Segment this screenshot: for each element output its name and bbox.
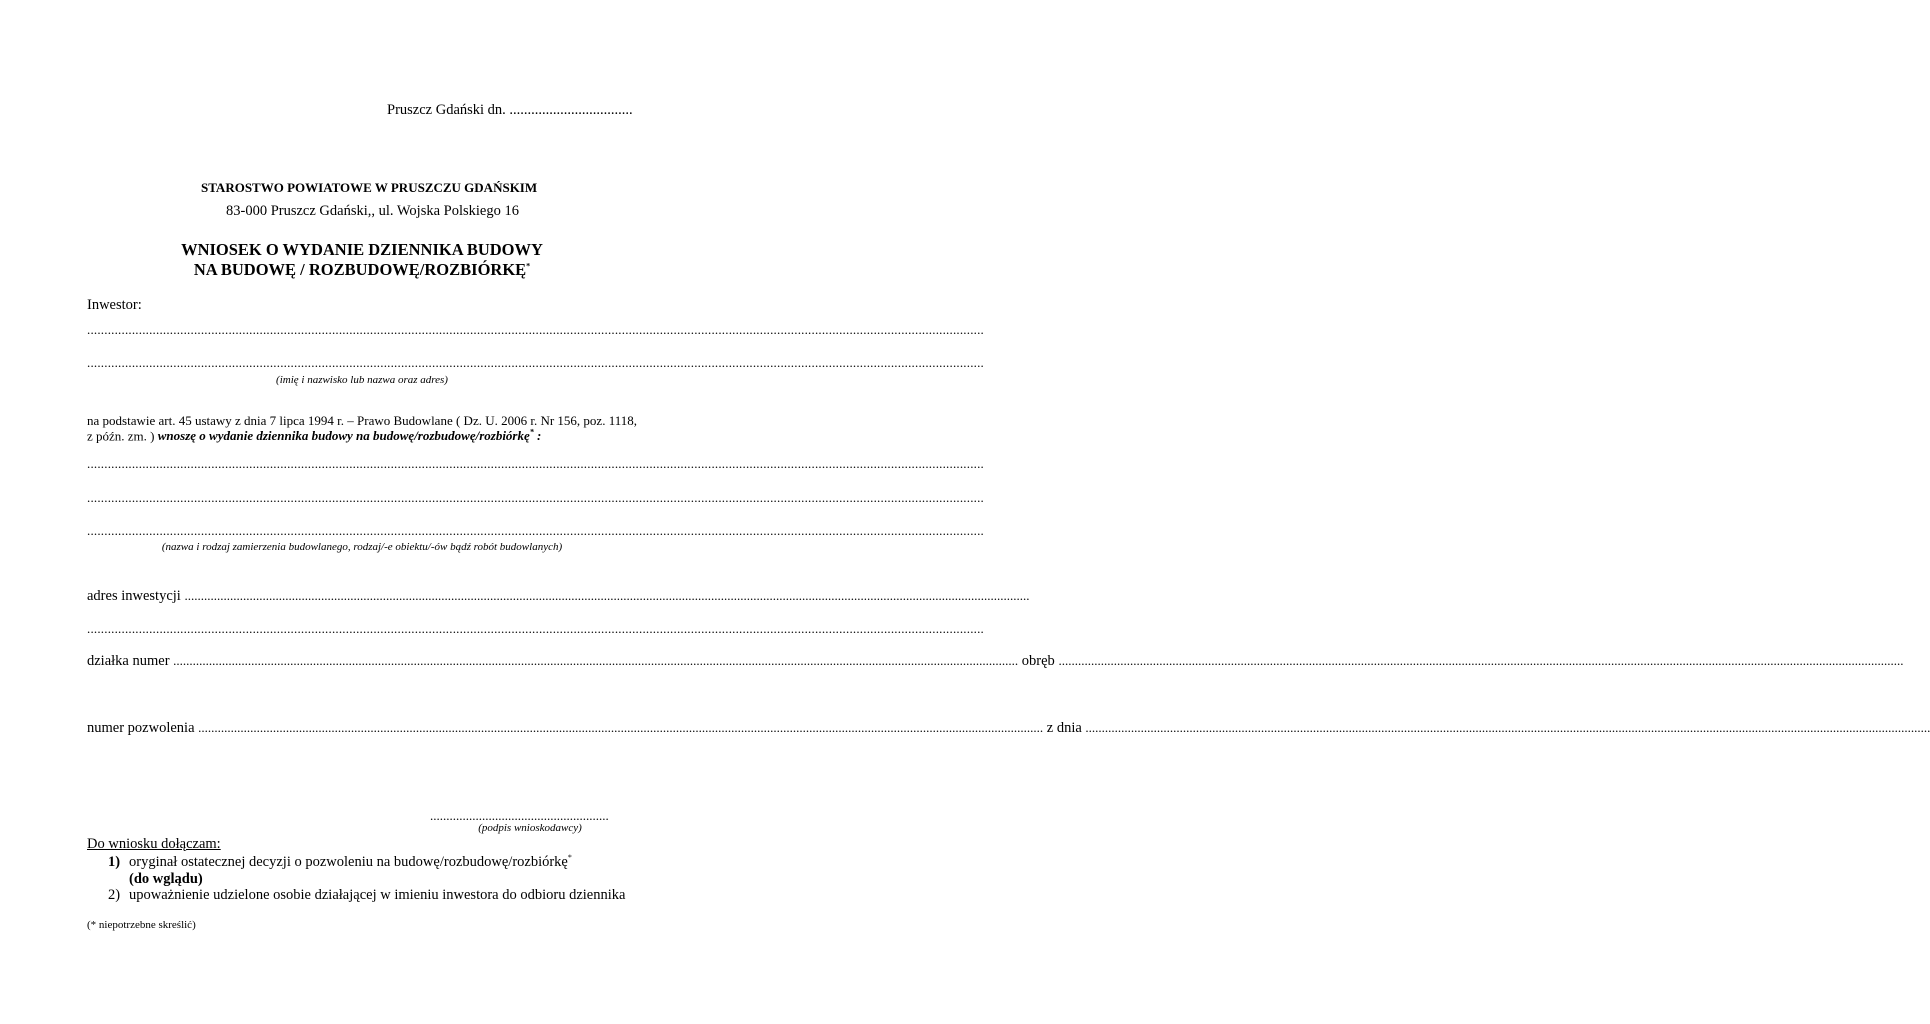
attachment-item-1-text: oryginał ostatecznej decyzji o pozwoleniu na budowę/rozbudowę/rozbiórkę (129, 853, 568, 870)
legal-prefix: z późn. zm. ) (87, 428, 155, 444)
investor-field-line-2[interactable]: .................................................................................................................................................................................................................................................................... (87, 355, 984, 370)
project-field-line-2[interactable]: .................................................................................................................................................................................................................................................................... (87, 490, 984, 505)
legal-basis-line-2 (87, 428, 541, 444)
attachments-heading: Do wniosku dołączam: (87, 836, 221, 852)
title-line-1: WNIOSEK O WYDANIE DZIENNIKA BUDOWY (181, 240, 543, 259)
attachment-item-1 (108, 853, 572, 871)
plot-row (87, 653, 1904, 670)
page-title (0, 240, 724, 280)
legal-request-text: wnoszę o wydanie dziennika budowy na budowę/rozbudowę/rozbiórkę (157, 428, 530, 444)
permit-row (87, 720, 1930, 737)
legal-basis-line-1: na podstawie art. 45 ustawy z dnia 7 lipca 1994 r. – Prawo Budowlane ( Dz. U. 2006 r. Nr 156, poz. 1118, (87, 413, 637, 428)
title-asterisk: * (526, 261, 531, 271)
title-line-2-text: NA BUDOWĘ / ROZBUDOWĘ/ROZBIÓRKĘ (193, 260, 527, 279)
signature-caption: (podpis wnioskodawcy) (478, 822, 582, 834)
attachment-item-1-number: 1) (108, 853, 121, 870)
investor-field-line-1[interactable]: .................................................................................................................................................................................................................................................................... (87, 322, 984, 337)
project-field-line-3[interactable]: .................................................................................................................................................................................................................................................................... (87, 523, 984, 538)
precinct-field[interactable]: .................................................................................................................................................................................................................................................................... (1058, 653, 1904, 668)
address-field-line-2[interactable]: .................................................................................................................................................................................................................................................................... (87, 621, 984, 636)
project-caption: (nazwa i rodzaj zamierzenia budowlanego, rodzaj/-e obiektu/-ów bądź robót budowlanych) (161, 541, 563, 553)
investor-label: Inwestor: (87, 297, 142, 313)
permit-date-label: z dnia (1046, 720, 1082, 736)
attachment-item-2-number: 2) (108, 887, 121, 903)
office-address: 83-000 Pruszcz Gdański,, ul. Wojska Polskiego 16 (226, 203, 519, 219)
address-field[interactable]: .................................................................................................................................................................................................................................................................... (184, 588, 1030, 603)
title-line-2 (0, 260, 724, 280)
place-date-line: Pruszcz Gdański dn. .................................. (387, 102, 633, 118)
permit-date-field[interactable]: .................................................................................................................................................................................................................................................................... (1085, 720, 1930, 735)
project-field-line-1[interactable]: .................................................................................................................................................................................................................................................................... (87, 456, 984, 471)
attachment-item-2-text: upoważnienie udzielone osobie działającej w imieniu inwestora do odbioru dziennika (129, 887, 626, 903)
legal-request (158, 428, 542, 443)
footnote: (* niepotrzebne skreślić) (87, 919, 196, 931)
attachment-item-2 (108, 887, 625, 904)
permit-label: numer pozwolenia (87, 720, 195, 736)
legal-colon: : (533, 428, 542, 444)
plot-label: działka numer (87, 653, 170, 669)
permit-number-field[interactable]: .................................................................................................................................................................................................................................................................... (198, 720, 1044, 735)
address-label: adres inwestycji (87, 588, 181, 604)
legal-asterisk: * (529, 428, 534, 437)
investor-caption: (imię i nazwisko lub nazwa oraz adres) (276, 374, 448, 386)
attachment-item-1-asterisk: * (567, 853, 572, 862)
precinct-label: obręb (1021, 653, 1055, 669)
address-row (87, 588, 1030, 605)
office-name: STAROSTWO POWIATOWE W PRUSZCZU GDAŃSKIM (201, 180, 538, 195)
plot-number-field[interactable]: .................................................................................................................................................................................................................................................................... (173, 653, 1019, 668)
signature-line[interactable]: ....................................................... (430, 808, 609, 823)
attachment-item-1-note: (do wglądu) (129, 871, 203, 887)
